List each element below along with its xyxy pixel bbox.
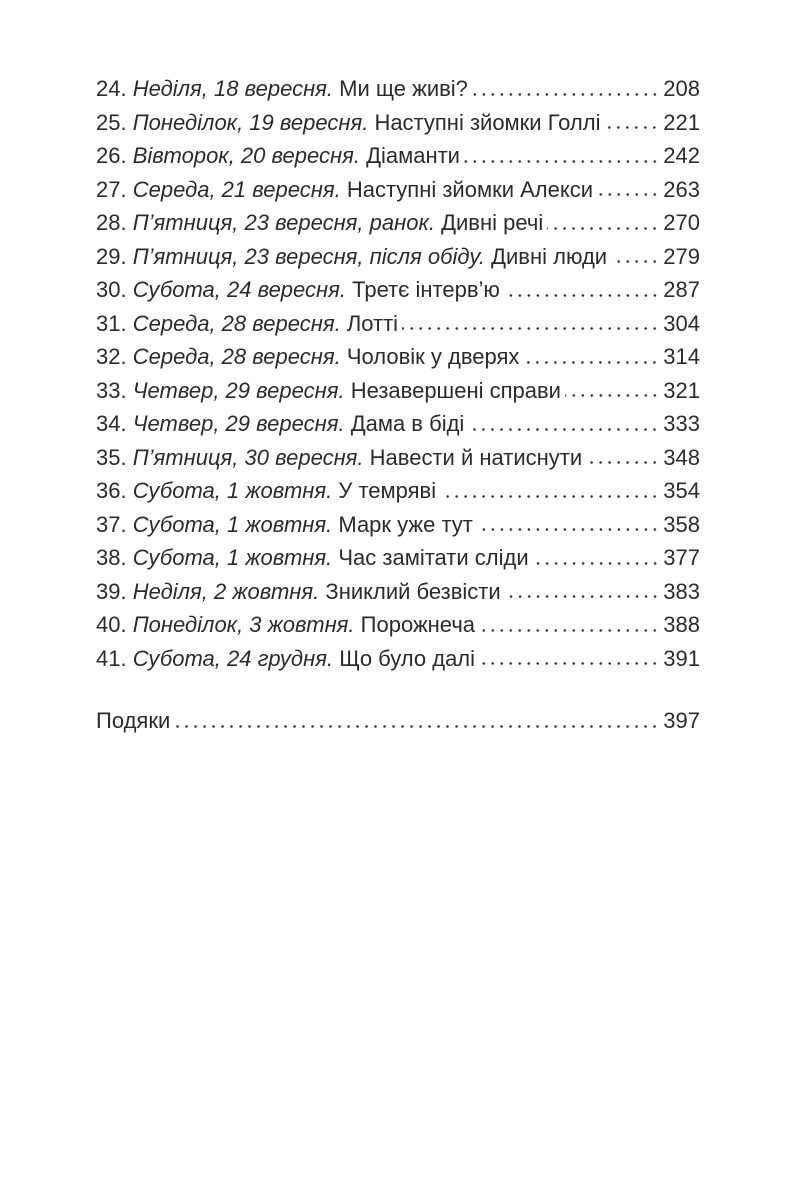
- chapter-number: 34.: [96, 411, 127, 436]
- chapter-number: 40.: [96, 612, 127, 637]
- page-number: 321: [663, 377, 700, 403]
- page-number: 314: [663, 344, 700, 369]
- dot-leader: [477, 508, 661, 542]
- chapter-number: 28.: [96, 210, 127, 235]
- toc-entry: [96, 642, 700, 676]
- dot-leader: [565, 374, 661, 408]
- page-number: 388: [663, 612, 700, 637]
- chapter-title: Ми ще живі?: [339, 76, 468, 101]
- dot-leader: [533, 541, 662, 575]
- chapter-number: 37.: [96, 511, 127, 537]
- chapter-title: Дивні речі: [441, 210, 544, 235]
- dot-leader: [468, 407, 661, 441]
- page-number: 304: [663, 310, 700, 336]
- chapter-title: Чоловік у дверях: [346, 344, 520, 369]
- chapter-number: 32.: [96, 344, 127, 369]
- chapter-title: Зниклий безвісти: [325, 578, 501, 604]
- chapter-number: 24.: [96, 76, 127, 101]
- chapter-date: Середа, 28 вересня.: [132, 344, 341, 369]
- toc-entry: [96, 240, 700, 274]
- entry-text: [96, 642, 475, 676]
- dot-leader: [604, 106, 661, 140]
- toc-entry: [96, 441, 700, 475]
- dot-leader: [472, 72, 661, 106]
- chapter-number: 27.: [96, 176, 127, 202]
- acknowledgments-label: Подяки: [96, 708, 171, 733]
- chapter-title: Час замітати сліди: [338, 545, 529, 570]
- toc-entry: [96, 139, 700, 173]
- chapter-date: П’ятниця, 23 вересня, після обіду.: [132, 243, 485, 269]
- chapter-date: Субота, 24 грудня.: [132, 645, 334, 671]
- chapter-number: 29.: [96, 243, 127, 269]
- page-number: 354: [663, 478, 700, 503]
- entry-text: [96, 374, 561, 408]
- entry-text: [96, 541, 529, 575]
- page-number: 208: [663, 76, 700, 101]
- toc-entry: [96, 72, 700, 106]
- chapter-title: Навести й натиснути: [369, 444, 583, 470]
- chapter-number: 41.: [96, 645, 127, 671]
- chapter-date: Неділя, 2 жовтня.: [132, 578, 320, 604]
- chapter-date: П’ятниця, 23 вересня, ранок.: [132, 210, 435, 235]
- dot-leader: [505, 575, 662, 609]
- entry-text: [96, 407, 464, 441]
- chapter-date: Середа, 28 вересня.: [132, 310, 341, 336]
- toc-entry: [96, 407, 700, 441]
- toc-entry: [96, 307, 700, 341]
- chapter-number: 35.: [96, 444, 127, 470]
- entry-text: [96, 240, 607, 274]
- chapter-number: 38.: [96, 545, 127, 570]
- entry-text: [96, 441, 582, 475]
- chapter-title: Наступні зйомки Голлі: [374, 109, 601, 135]
- dot-leader: [402, 307, 661, 341]
- page-number: 221: [663, 109, 700, 135]
- page-number: 397: [663, 708, 700, 733]
- entry-text: [96, 139, 460, 173]
- toc-entry: [96, 608, 700, 642]
- dot-leader: [611, 240, 661, 274]
- chapter-date: П’ятниця, 30 вересня.: [132, 444, 364, 470]
- page-number: 242: [663, 143, 700, 168]
- page-number: 287: [663, 277, 700, 302]
- entry-text: [96, 106, 600, 140]
- toc-entry: [96, 106, 700, 140]
- toc-entry: [96, 575, 700, 609]
- chapter-number: 31.: [96, 310, 127, 336]
- page-number: 391: [663, 645, 700, 671]
- chapter-date: Четвер, 29 вересня.: [132, 411, 345, 436]
- toc-entry: [96, 340, 700, 374]
- chapter-title: Незавершені справи: [350, 377, 561, 403]
- chapter-title: Дивні люди: [491, 243, 608, 269]
- toc-list: [96, 72, 700, 675]
- page-number: 279: [663, 243, 700, 269]
- page-number: 348: [663, 444, 700, 470]
- toc-entry: [96, 173, 700, 207]
- page-number: 270: [663, 210, 700, 235]
- entry-text: [96, 508, 473, 542]
- dot-leader: [504, 273, 661, 307]
- page-number: 358: [663, 511, 700, 537]
- chapter-title: Дама в біді: [350, 411, 465, 436]
- toc-entry: [96, 374, 700, 408]
- page-number: 333: [663, 411, 700, 436]
- entry-text: [96, 206, 543, 240]
- chapter-number: 39.: [96, 578, 127, 604]
- chapter-date: Четвер, 29 вересня.: [132, 377, 345, 403]
- acknowledgments-row: [96, 704, 700, 738]
- toc-entry: [96, 273, 700, 307]
- toc-entry: [96, 206, 700, 240]
- chapter-title: У темряві: [338, 478, 437, 503]
- chapter-number: 25.: [96, 109, 127, 135]
- chapter-date: Неділя, 18 вересня.: [132, 76, 334, 101]
- dot-leader: [586, 441, 661, 475]
- entry-text: [96, 474, 436, 508]
- dot-leader: [547, 206, 661, 240]
- page-number: 377: [663, 545, 700, 570]
- toc-entry: [96, 541, 700, 575]
- chapter-date: Понеділок, 3 жовтня.: [132, 612, 355, 637]
- entry-text: [96, 307, 398, 341]
- dot-leader: [523, 340, 661, 374]
- chapter-title: Наступні зйомки Алекси: [346, 176, 594, 202]
- page-number: 263: [663, 176, 700, 202]
- chapter-date: Середа, 21 вересня.: [132, 176, 341, 202]
- dot-leader: [479, 608, 661, 642]
- dot-leader: [597, 173, 661, 207]
- chapter-title: Порожнеча: [360, 612, 476, 637]
- toc-entry: [96, 508, 700, 542]
- chapter-date: Субота, 24 вересня.: [132, 277, 347, 302]
- dot-leader: [479, 642, 661, 676]
- toc-entry: [96, 474, 700, 508]
- dot-leader: [440, 474, 661, 508]
- dot-leader: [464, 139, 661, 173]
- chapter-title: Марк уже тут: [338, 511, 473, 537]
- chapter-title: Лотті: [346, 310, 399, 336]
- chapter-number: 30.: [96, 277, 127, 302]
- chapter-date: Субота, 1 жовтня.: [132, 478, 333, 503]
- chapter-date: Вівторок, 20 вересня.: [132, 143, 360, 168]
- chapter-number: 33.: [96, 377, 127, 403]
- entry-text: [96, 340, 519, 374]
- chapter-number: 26.: [96, 143, 127, 168]
- dot-leader: [174, 704, 661, 738]
- chapter-title: Третє інтерв’ю: [352, 277, 500, 302]
- chapter-number: 36.: [96, 478, 127, 503]
- entry-text: [96, 72, 468, 106]
- entry-text: [96, 704, 170, 738]
- entry-text: [96, 608, 475, 642]
- page-number: 383: [663, 578, 700, 604]
- entry-text: [96, 273, 500, 307]
- chapter-title: Діаманти: [366, 143, 460, 168]
- chapter-date: Понеділок, 19 вересня.: [132, 109, 369, 135]
- entry-text: [96, 575, 501, 609]
- chapter-date: Субота, 1 жовтня.: [132, 511, 333, 537]
- entry-text: [96, 173, 593, 207]
- chapter-title: Що було далі: [339, 645, 476, 671]
- chapter-date: Субота, 1 жовтня.: [132, 545, 333, 570]
